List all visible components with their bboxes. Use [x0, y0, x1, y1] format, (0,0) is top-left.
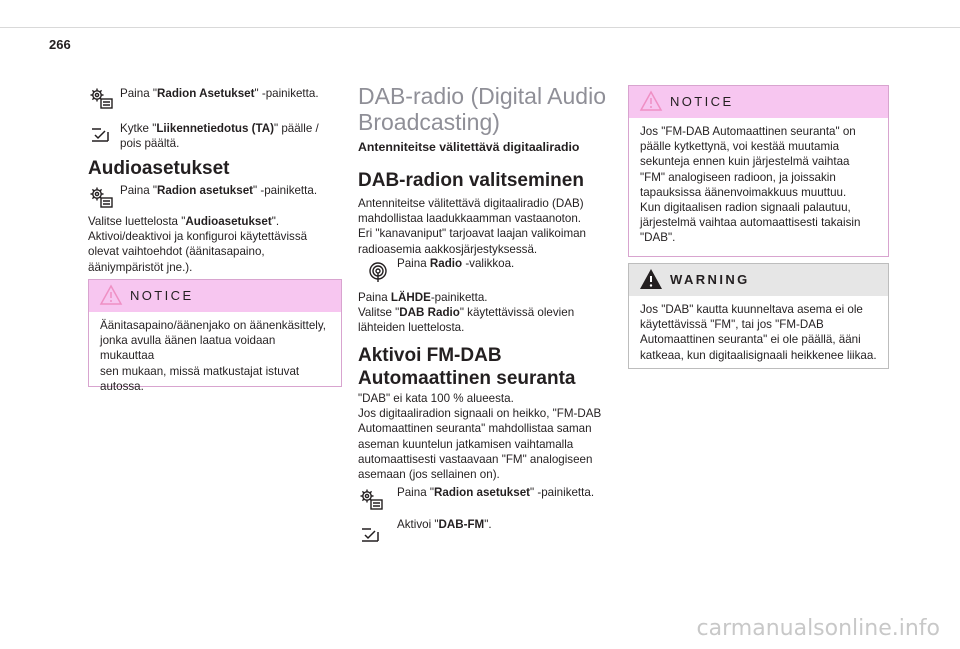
dab-radio-title: DAB-radio (Digital Audio Broadcasting)	[358, 83, 607, 135]
notice-line: järjestelmä vaihtaa automaattisesti takaisin	[640, 216, 861, 230]
checkbox-icon	[88, 123, 114, 147]
notice-line: tapauksissa äänenvoimakkuus muuttuu.	[640, 185, 847, 199]
notice-line: sekunteja ennen kuin järjestelmä vaihtaa	[640, 155, 850, 169]
warning-box	[628, 263, 889, 369]
warning-header	[629, 264, 888, 296]
checkbox-icon	[358, 523, 384, 547]
warning-line: Jos "DAB" kautta kuunneltava asema ei ole	[640, 303, 863, 316]
notice-line: sen mukaan, missä matkustajat istuvat	[100, 364, 300, 378]
dab-intro-paragraph: Antenniteitse välitettävä digitaaliradio (DAB) mahdollistaa laadukkaamman vastaanoton. Eri "kanavaniput" tarjoavat laajan valikoiman radioasemia aakkosjärjestyksessä.	[358, 197, 586, 256]
warning-triangle-icon	[639, 267, 663, 291]
notice-line: päälle kytkettynä, voi kestää muutamia	[640, 140, 840, 154]
notice-line: "FM" analogiseen radioon, ja joissakin	[640, 170, 836, 184]
audio-settings-paragraph: Valitse luettelosta "Audioasetukset". Aktivoi/deaktivoi ja konfiguroi käytettävissä olevat vaihtoehdot (äänitasapaino, ääniympäristöt jne.).	[88, 215, 308, 274]
notice-line: Jos "FM-DAB Automaattinen seuranta" on	[640, 125, 856, 138]
warning-triangle-icon	[99, 283, 123, 307]
notice-box-fm-dab	[628, 85, 889, 257]
notice-title: NOTICE	[670, 94, 734, 109]
warning-line: Automaattinen seuranta" ei ole päällä, ääni	[640, 333, 861, 347]
settings-gear-icon	[358, 487, 384, 511]
notice-line: Kun digitaalisen radion signaali palautuu,	[640, 201, 851, 215]
dab-source-paragraph: Paina LÄHDE-painiketta. Valitse "DAB Radio" käytettävissä olevien lähteiden luettelosta.	[358, 291, 575, 335]
settings-gear-icon	[88, 185, 114, 209]
step-radio-settings-2: Paina "Radion asetukset" -painiketta.	[397, 486, 595, 499]
notice-line: Äänitasapaino/äänenjako on äänenkäsittely,	[100, 319, 327, 332]
radio-antenna-icon	[366, 260, 392, 284]
step-radio-menu: Paina Radio -valikkoa.	[397, 257, 515, 270]
notice-body	[629, 118, 888, 246]
settings-gear-icon	[88, 86, 114, 110]
watermark: carmanualsonline.info	[696, 616, 940, 641]
audio-settings-heading: Audioasetukset	[88, 158, 230, 179]
dab-select-heading: DAB-radion valitseminen	[358, 170, 584, 191]
notice-header	[629, 86, 888, 118]
step-traffic-announcement: Kytke "Liikennetiedotus (TA)" päälle / pois päältä.	[120, 122, 319, 151]
step-audio-settings: Paina "Radion asetukset" -painiketta.	[120, 184, 318, 197]
fm-dab-paragraph: "DAB" ei kata 100 % alueesta. Jos digitaaliradion signaali on heikko, "FM-DAB Automaattinen seuranta" mahdollistaa saman aseman kuuntelun jatkamisen vaihtamalla automaattisesti vastaavaan "FM" analogiseen asemaan (jos sellainen on).	[358, 392, 602, 482]
warning-body	[629, 296, 888, 363]
notice-title: NOTICE	[130, 288, 194, 303]
warning-title: WARNING	[670, 272, 750, 287]
warning-line: katkeaa, kun digitaalisignaali heikkenee liikaa.	[640, 348, 877, 362]
warning-triangle-icon	[639, 89, 663, 113]
notice-box	[88, 279, 342, 393]
fm-dab-heading: Aktivoi FM-DAB Automaattinen seuranta	[358, 345, 576, 389]
header-divider	[0, 27, 960, 28]
notice-line: "DAB".	[640, 231, 676, 245]
notice-line: jonka avulla äänen laatua voidaan mukauttaa	[100, 334, 276, 363]
notice-header	[89, 280, 341, 312]
notice-line: autossa.	[100, 379, 144, 393]
dab-subtitle: Antenniteitse välitettävä digitaaliradio	[358, 140, 580, 154]
step-radio-settings: Paina "Radion Asetukset" -painiketta.	[120, 87, 319, 100]
page-number: 266	[49, 37, 71, 52]
notice-body	[89, 312, 341, 394]
step-activate-dab-fm: Aktivoi "DAB-FM".	[397, 518, 492, 531]
warning-line: käytettävissä "FM", tai jos "FM-DAB	[640, 318, 824, 332]
